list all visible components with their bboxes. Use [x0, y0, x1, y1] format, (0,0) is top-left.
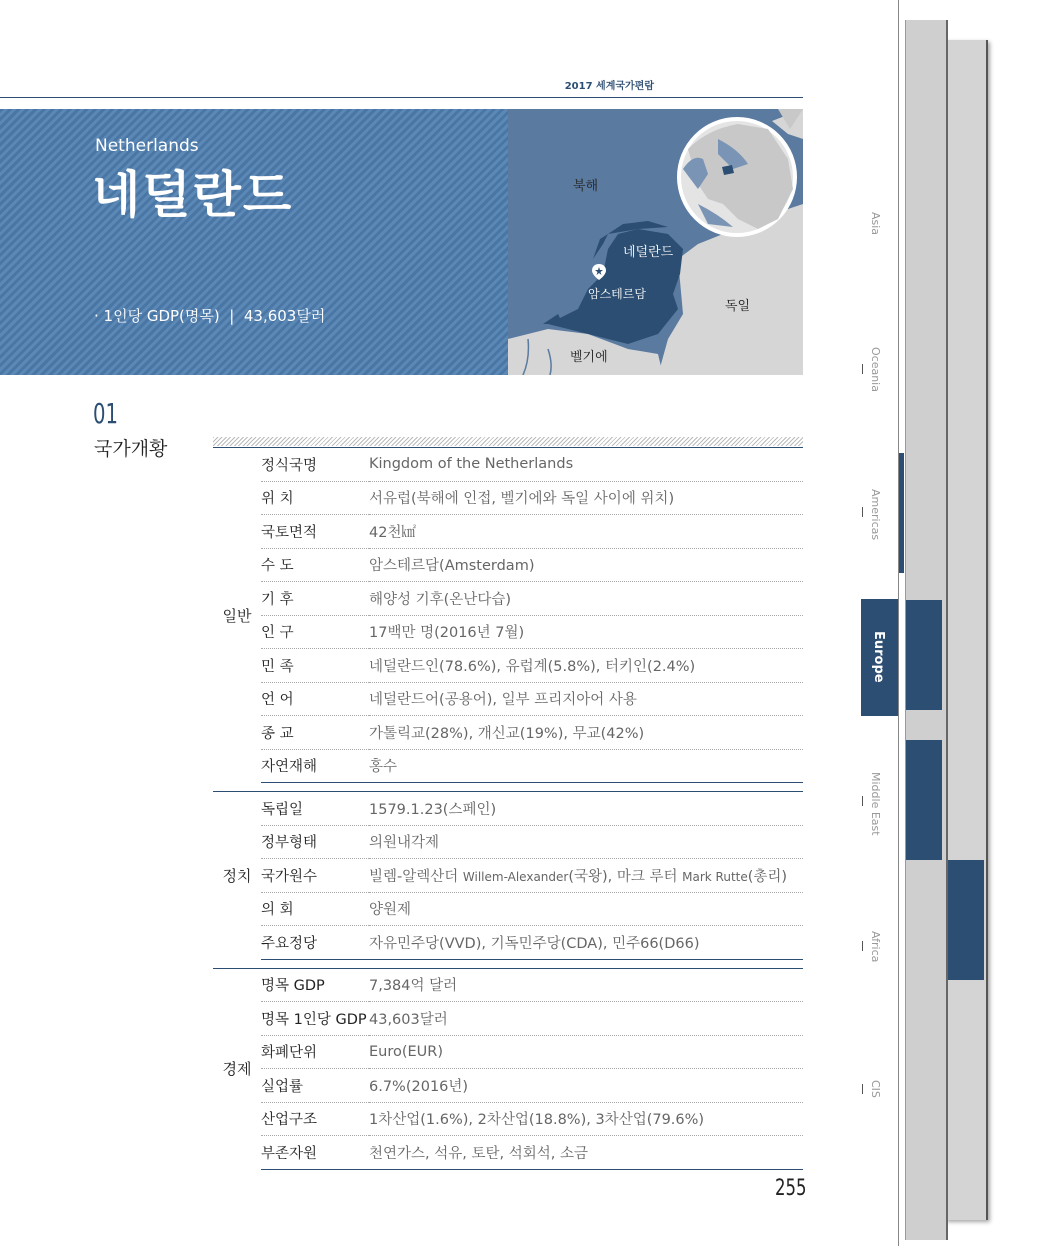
side-tick	[862, 507, 863, 517]
row-key: 부존자원	[261, 1136, 369, 1170]
row-value: 자유민주당(VVD), 기독민주당(CDA), 민주66(D66)	[369, 926, 803, 960]
map-label-amsterdam: 암스테르담	[588, 287, 646, 301]
table-row	[213, 448, 803, 482]
row-value: 네덜란드인(78.6%), 유럽계(5.8%), 터키인(2.4%)	[369, 649, 803, 683]
side-tick	[862, 796, 863, 806]
table-row	[213, 682, 803, 716]
side-tab-middle-east[interactable]: Middle East	[869, 772, 882, 836]
section-number: 01	[93, 397, 118, 430]
row-value: 의원내각제	[369, 825, 803, 859]
row-value: 해양성 기후(온난다습)	[369, 582, 803, 616]
table-row	[213, 582, 803, 616]
side-tab-americas[interactable]: Americas	[869, 489, 882, 541]
row-value: 43,603달러	[369, 1002, 803, 1036]
row-key: 국가원수	[261, 859, 369, 893]
row-value: 네덜란드어(공용어), 일부 프리지아어 사용	[369, 682, 803, 716]
row-key: 국토면적	[261, 515, 369, 549]
side-tab-oceania[interactable]: Oceania	[869, 347, 882, 392]
table-row	[213, 615, 803, 649]
table-row	[213, 892, 803, 926]
section-title: 국가개황	[94, 438, 168, 460]
row-key: 인 구	[261, 615, 369, 649]
country-name-en: Netherlands	[95, 136, 199, 156]
group-divider	[213, 959, 803, 968]
row-key: 의 회	[261, 892, 369, 926]
map-label-netherlands: 네덜란드	[623, 245, 674, 260]
table-row	[213, 859, 803, 893]
table-row	[213, 1102, 803, 1136]
row-key: 화폐단위	[261, 1035, 369, 1069]
stack-tab	[906, 600, 942, 710]
table-top-hatch	[213, 437, 803, 446]
row-key: 기 후	[261, 582, 369, 616]
value-part: 빌렘-알렉산더	[369, 868, 463, 885]
row-value: 42천㎢	[369, 515, 803, 549]
map-label-north-sea: 북해	[573, 179, 599, 194]
table-row	[213, 825, 803, 859]
row-value: 6.7%(2016년)	[369, 1069, 803, 1103]
table-row	[213, 481, 803, 515]
row-value: 천연가스, 석유, 토탄, 석회석, 소금	[369, 1136, 803, 1170]
row-value: 7,384억 달러	[369, 968, 803, 1002]
fact-income-class: · 국민소득에 의한 분류 | 고소득국	[94, 382, 326, 400]
side-tick	[862, 1084, 863, 1094]
row-key: 실업률	[261, 1069, 369, 1103]
table-row	[213, 1035, 803, 1069]
side-tab-africa[interactable]: Africa	[869, 931, 882, 963]
table-row	[213, 548, 803, 582]
fact-gdp: · 1인당 GDP(명목) | 43,603달러	[94, 307, 326, 325]
row-key: 주요정당	[261, 926, 369, 960]
table-row	[213, 749, 803, 783]
value-part: Willem-Alexander	[462, 869, 569, 884]
stack-tab	[946, 860, 984, 980]
row-value: 가톨릭교(28%), 개신교(19%), 무교(42%)	[369, 716, 803, 750]
row-value: 서유럽(북해에 인접, 벨기에와 독일 사이에 위치)	[369, 481, 803, 515]
map-label-belgium: 벨기에	[570, 350, 608, 365]
table-row	[213, 515, 803, 549]
row-value: 양원제	[369, 892, 803, 926]
table-row	[213, 649, 803, 683]
table-row	[213, 792, 803, 826]
row-value: 홍수	[369, 749, 803, 783]
row-key: 위 치	[261, 481, 369, 515]
group-label-economy: 경제	[222, 1060, 252, 1079]
group-label-politics: 정치	[222, 867, 252, 885]
row-value	[369, 859, 803, 893]
side-tab-cis[interactable]: CIS	[869, 1080, 882, 1098]
page-stack-edge-middle	[905, 20, 948, 1240]
table-row	[213, 926, 803, 960]
row-key: 언 어	[261, 682, 369, 716]
side-tick	[862, 941, 863, 951]
row-key: 자연재해	[261, 749, 369, 783]
page-number: 255	[775, 1176, 807, 1201]
group-label-general: 일반	[213, 448, 261, 783]
value-part: (총리)	[747, 868, 788, 885]
side-tab-europe-active[interactable]	[861, 599, 898, 716]
table-row	[213, 1069, 803, 1103]
value-part: Mark Rutte	[682, 869, 748, 884]
capital-pin-icon	[591, 262, 607, 282]
country-name-ko: 네덜란드	[92, 166, 294, 224]
row-value: Kingdom of the Netherlands	[369, 448, 803, 482]
fact-oecd: · OECD 등급 | -	[94, 457, 211, 475]
row-key: 명목 GDP	[261, 968, 369, 1002]
row-key: 종 교	[261, 716, 369, 750]
row-value: 1579.1.23(스페인)	[369, 792, 803, 826]
side-tick	[862, 364, 863, 374]
row-key: 독립일	[261, 792, 369, 826]
table-row	[213, 716, 803, 750]
row-key: 산업구조	[261, 1102, 369, 1136]
value-part: (국왕), 마크 루터	[568, 868, 683, 885]
table-row	[213, 968, 803, 1002]
row-key: 정부형태	[261, 825, 369, 859]
side-tab-europe: Europe	[871, 631, 886, 683]
header-rule	[0, 97, 803, 98]
fact-credit: · 공사신용등급 | 1/7	[94, 532, 239, 550]
row-key: 정식국명	[261, 448, 369, 482]
table-row	[213, 1002, 803, 1036]
stack-tab	[906, 740, 942, 860]
row-key: 민 족	[261, 649, 369, 683]
group-divider	[213, 783, 803, 792]
row-value: 17백만 명(2016년 7월)	[369, 615, 803, 649]
row-key: 명목 1인당 GDP	[261, 1002, 369, 1036]
row-value: 1차산업(1.6%), 2차산업(18.8%), 3차산업(79.6%)	[369, 1102, 803, 1136]
side-tab-asia[interactable]: Asia	[869, 212, 882, 236]
page-stack-edge-back	[945, 40, 988, 1220]
running-head: 2017 세계국가편람	[564, 81, 654, 92]
row-value: 암스테르담(Amsterdam)	[369, 548, 803, 582]
map-label-germany: 독일	[725, 299, 751, 314]
row-value: Euro(EUR)	[369, 1035, 803, 1069]
country-info-table	[213, 447, 803, 1170]
row-key: 수 도	[261, 548, 369, 582]
table-row	[213, 1136, 803, 1170]
